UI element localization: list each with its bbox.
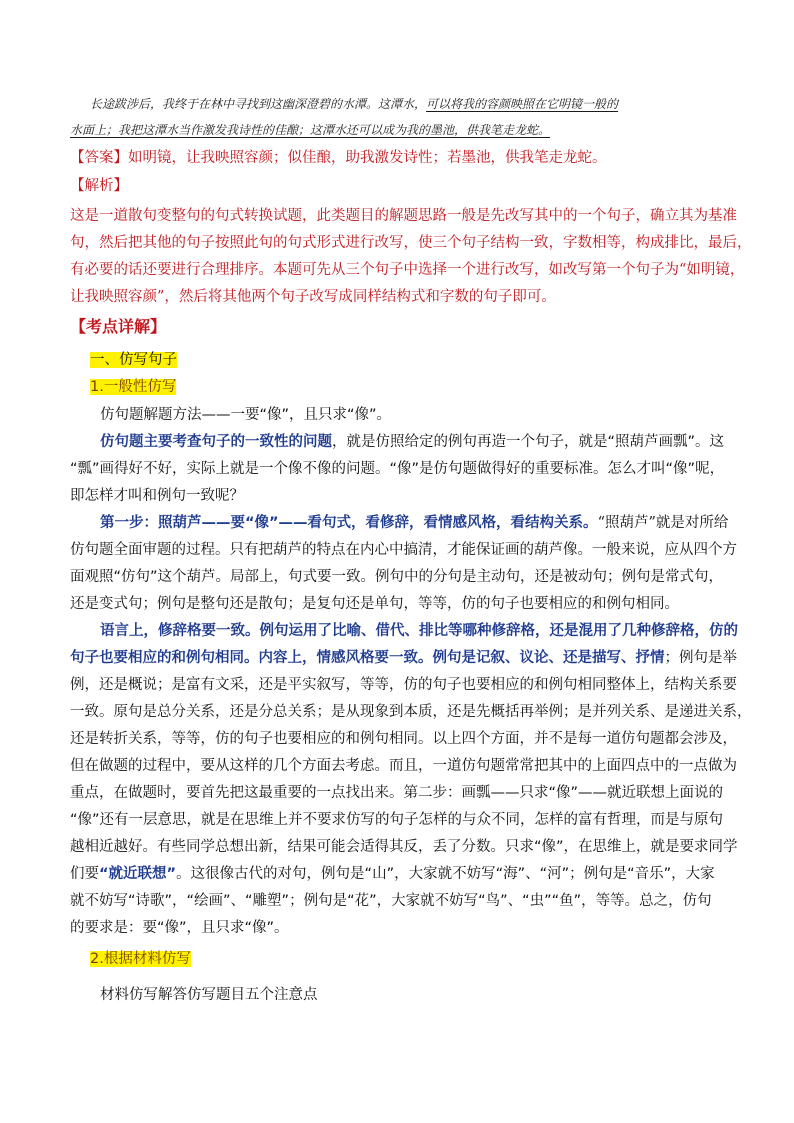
paragraph-4-line-5: 还是转折关系，等等，仿的句子也要相应的和例句相同。以上四个方面，并不是每一道仿句题都会涉及，: [70, 731, 737, 747]
subsection-2-title: 2.根据材料仿写: [90, 951, 191, 967]
analysis-line-2: 句，然后把其他的句子按照此句的句式形式进行改写，使三个句子结构一致，字数相等，构成排比，最后，: [70, 235, 752, 251]
paragraph-4-line-1: 语言上，修辞格要一致。例句运用了比喻、借代、排比等哪种修辞格，还是混用了几种修辞格，仿的: [100, 623, 738, 639]
analysis-line-1: 这是一道散句变整句的句式转换试题，此类题目的解题思路一般是先改写其中的一个句子，确立其为基准: [70, 208, 737, 224]
paragraph-5: 材料仿写解答仿写题目五个注意点: [100, 987, 318, 1003]
answer-line: [70, 147, 607, 169]
section-1-title: 一、仿写句子: [90, 352, 177, 368]
body-text: ，就是仿照给定的例句再造一个句子，就是“照葫芦画瓢”。这: [332, 434, 725, 450]
subsection-1-title: 1.一般性仿写: [90, 379, 177, 395]
paragraph-4-line-2: [70, 647, 737, 669]
intro-line-1: [90, 93, 618, 115]
paragraph-4-line-9: 越相近越好。有些同学总想出新，结果可能会适得其反，丢了分数。只求“像”，在思维上，就是要求同学: [70, 839, 738, 855]
analysis-quote: “如明镜，: [679, 262, 745, 278]
intro-line-2: 水面上；我把这潭水当作激发我诗性的佳酿；这潭水还可以成为我的墨池，供我笔走龙蛇。: [70, 123, 551, 137]
analysis-line-4: [70, 286, 556, 308]
section-1-heading: [90, 349, 177, 371]
emphasis-text: 仿句题主要考查句子的一致性的问题: [100, 434, 332, 450]
kaodian-heading: 【考点详解】: [70, 317, 167, 336]
paragraph-4-line-12: 的要求是：要“像”，且只求“像”。: [70, 920, 289, 936]
body-text: 。这很像古代的对句，例句是“山”，大家就不妨写“海”、“河”；例句是“音乐”，大家: [176, 866, 715, 882]
analysis-text: 有必要的话还要进行合理排序。本题可先从三个句子中选择一个进行改写，如改写第一个句子为: [70, 262, 679, 278]
paragraph-1: 仿句题解题方法——一要“像”，且只求“像”。: [100, 407, 392, 423]
intro-underlined-text: 可以将我的容颜映照在它明镜一般的: [426, 97, 619, 111]
paragraph-3-line-2: 仿句题全面审题的过程。只有把葫芦的特点在内心中搞清，才能保证画的葫芦像。一般来说，应从四个方: [70, 542, 737, 558]
emphasis-text: 句子也要相应的和例句相同。内容上，情感风格要一致。例句是记叙、议论、还是描写、抒情: [70, 650, 665, 666]
subsection-2-heading: [90, 948, 191, 970]
paragraph-4-line-6: 但在做题的过程中，要从这样的几个方面去考虑。而且，一道仿句题常常把其中的上面四点中的一点做为: [70, 758, 737, 774]
analysis-line-3: [70, 259, 744, 281]
paragraph-4-line-11: 就不妨写“诗歌”，“绘画”、“雕塑”；例句是“花”，大家就不妨写“鸟”、“虫”“鱼”，等等。总之，仿句: [70, 893, 712, 909]
emphasis-text: “就近联想”: [99, 866, 177, 882]
paragraph-4-line-4: 一致。原句是总分关系，还是分总关系；是从现象到本质，还是先概括再举例；是并列关系、是递进关系，: [70, 704, 752, 720]
body-text: ；例句是举: [664, 650, 737, 666]
paragraph-4-line-8: “像”还有一层意思，就是在思维上并不要求仿写的句子怎样的与众不同，怎样的富有哲理，而是与原句: [70, 812, 724, 828]
body-text: 们要: [70, 866, 99, 882]
paragraph-2-line-3: 即怎样才叫和例句一致呢？: [70, 488, 244, 504]
body-text: “照葫芦”就是对所给: [597, 515, 729, 531]
analysis-text: ，然后将其他两个句子改写成同样结构式和字数的句子即可。: [164, 289, 556, 305]
paragraph-3-line-1: [100, 512, 728, 534]
paragraph-4-line-3: 例，还是概说；是富有文采，还是平实叙写，等等，仿的句子也要相应的和例句相同整体上，结构关系要: [70, 677, 737, 693]
intro-text: 长途跋涉后，我终于在林中寻找到这幽深澄碧的水潭。这潭水，: [90, 97, 427, 111]
paragraph-4-line-7: 重点，在做题时，要首先把这最重要的一点找出来。第二步：画瓢——只求“像”——就近联想上面说的: [70, 785, 724, 801]
paragraph-3-line-3: 面观照“仿句”这个葫芦。局部上，句式要一致。例句中的分句是主动句，还是被动句；例句是常式句，: [70, 569, 724, 585]
analysis-quote: 让我映照容颜”: [70, 289, 165, 305]
paragraph-2-line-1: [100, 431, 724, 453]
paragraph-2-line-2: “瓢”画得好不好，实际上就是一个像不像的问题。“像”是仿句题做得好的重要标准。怎么才叫“像”呢，: [70, 461, 725, 477]
answer-text: 如明镜，让我映照容颜；似佳酿，助我激发诗性；若墨池，供我笔走龙蛇。: [128, 150, 607, 166]
paragraph-4-line-10: [70, 863, 715, 885]
emphasis-text: 第一步：照葫芦——要“像”——看句式，看修辞，看情感风格，看结构关系。: [100, 515, 598, 531]
subsection-1-heading: [90, 376, 176, 398]
paragraph-3-line-4: 还是变式句；例句是整句还是散句；是复句还是单句，等等，仿的句子也要相应的和例句相同。: [70, 596, 679, 612]
analysis-label: 【解析】: [70, 178, 128, 194]
answer-label: 【答案】: [70, 150, 128, 166]
